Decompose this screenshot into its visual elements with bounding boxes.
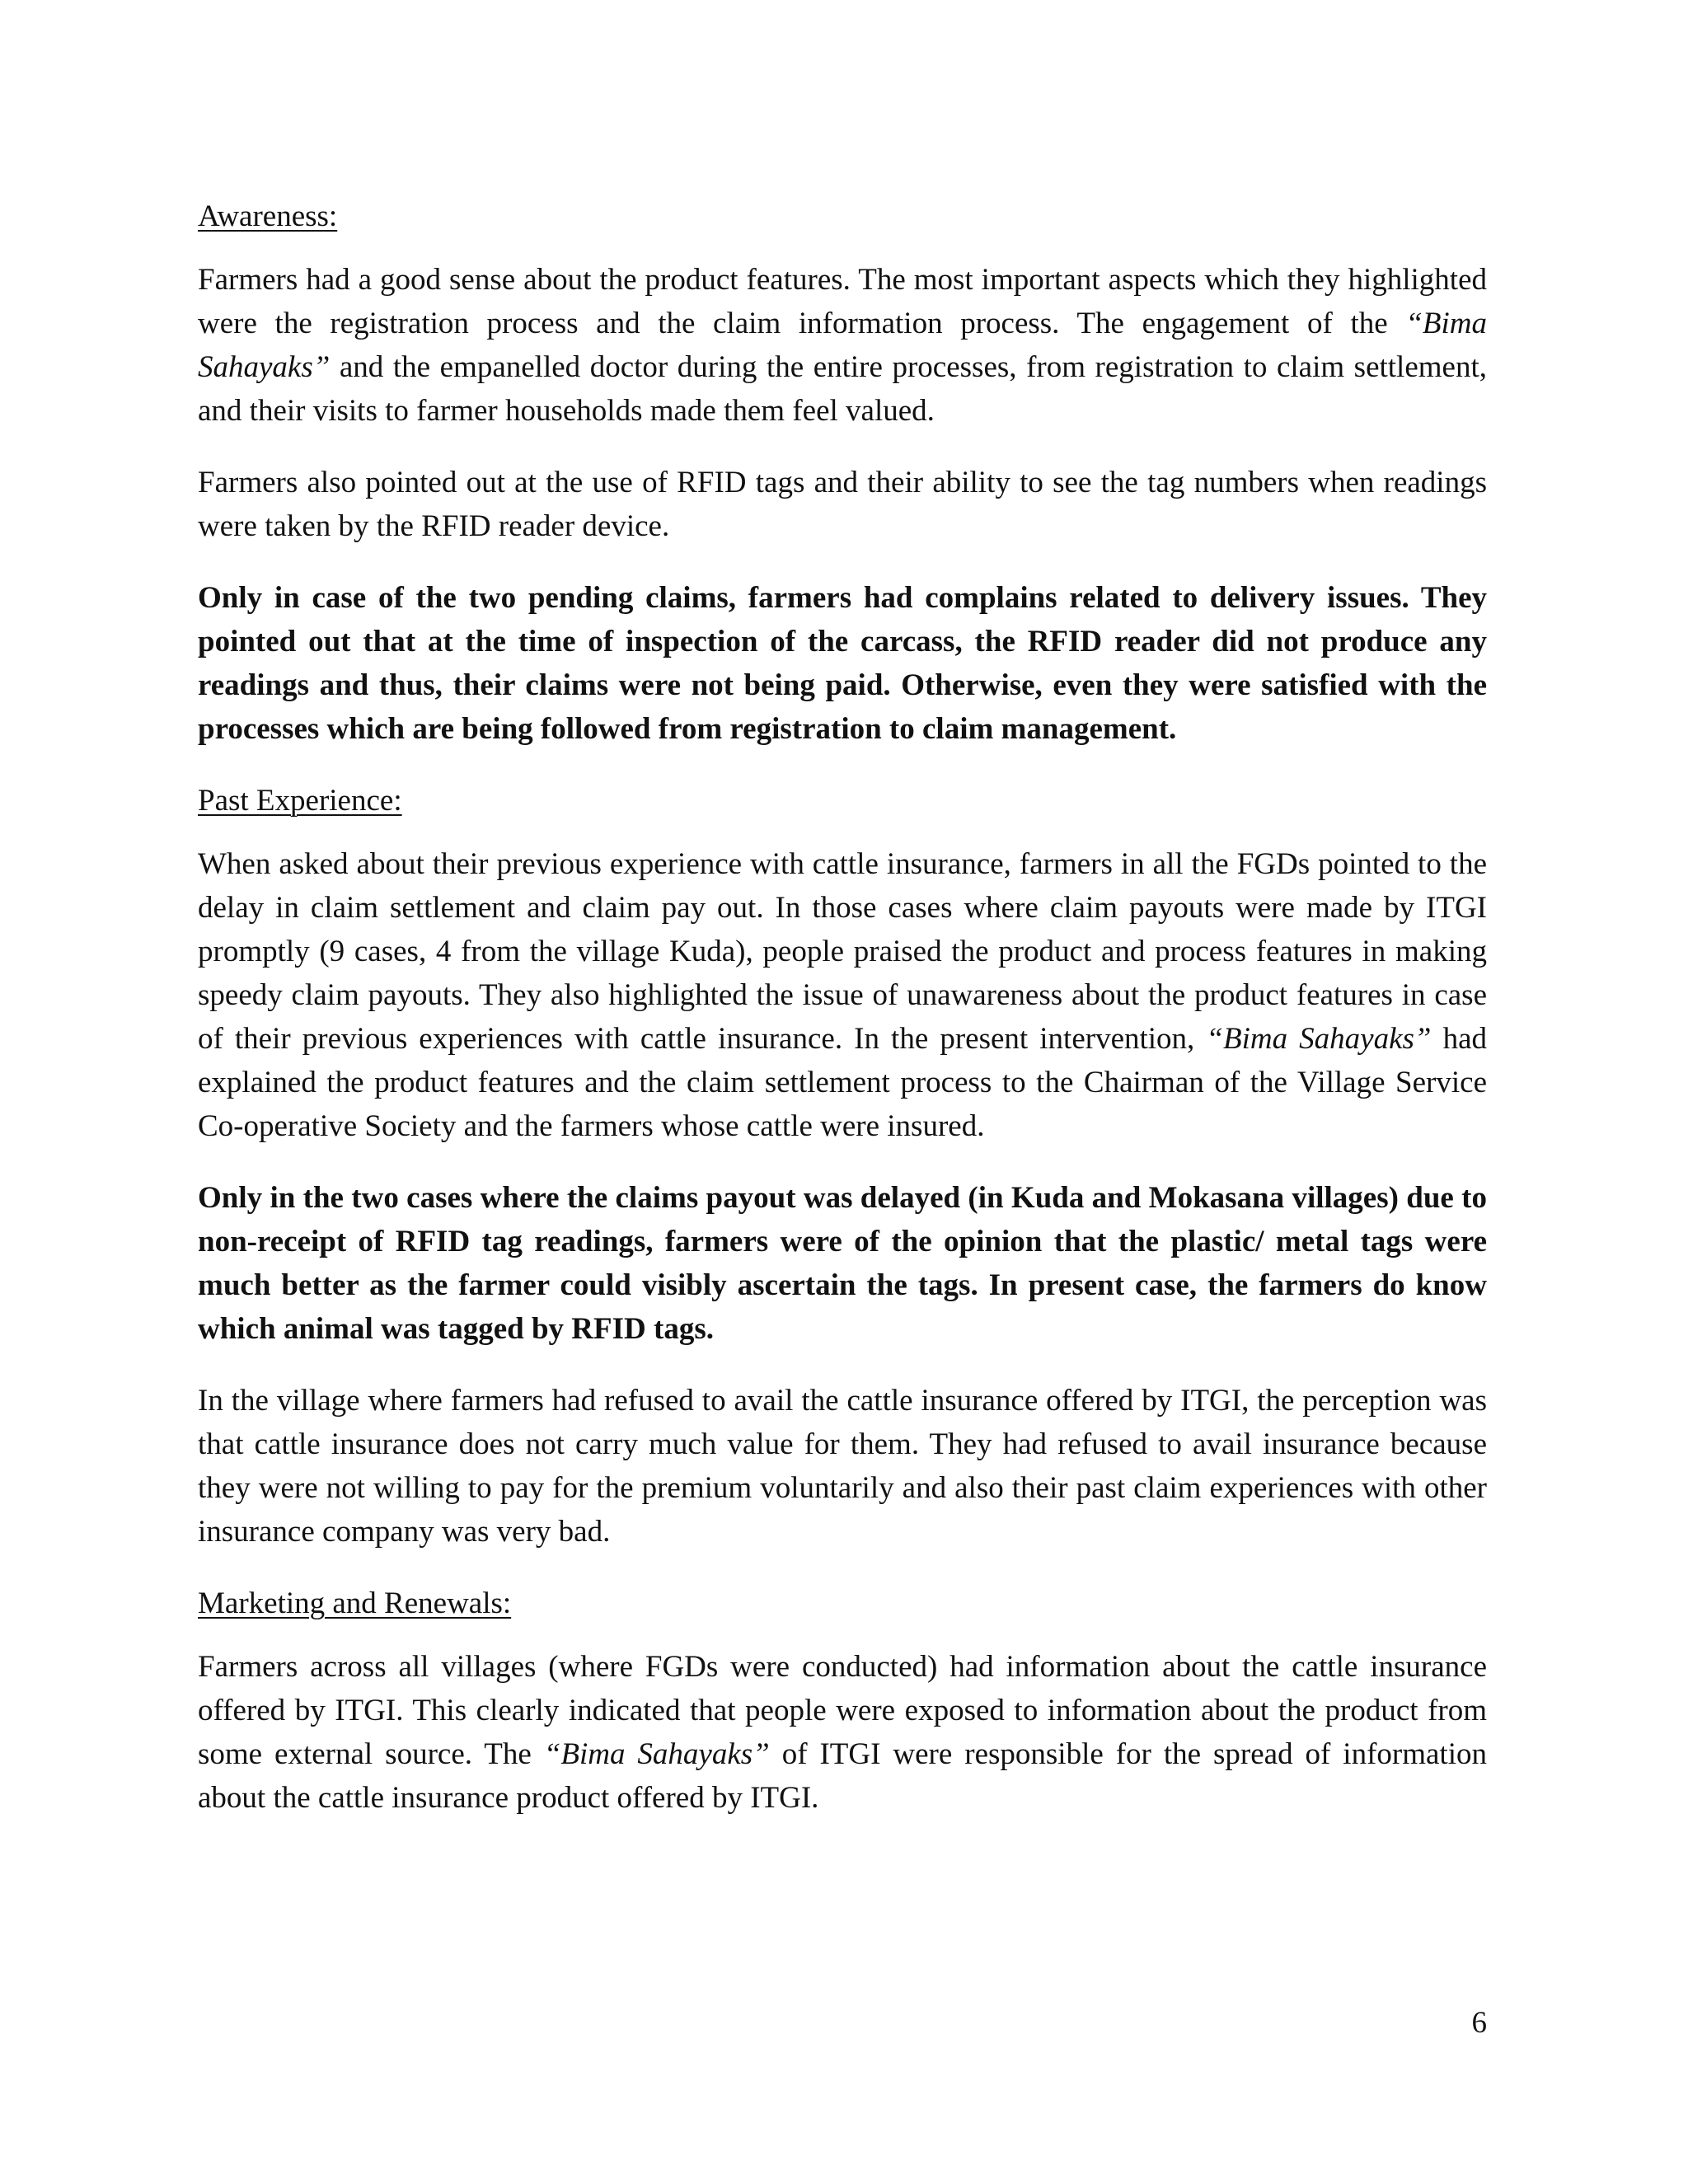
marketing-p1-text-a: Farmers across all villages (where FGDs were conducted) had information about the cattle insurance offered by ITGI. This clearly indicated that people were exposed to information about the product from some external source. The <box>198 1650 1487 1771</box>
past-experience-p1-text-b: had explained the product features and the claim settlement process to the Chairman of the Village Service Co-operative Society and the farmers whose cattle were insured. <box>198 1022 1487 1143</box>
awareness-paragraph-2: Farmers also pointed out at the use of RFID tags and their ability to see the tag numbers when readings were taken by the RFID reader device. <box>198 466 1487 543</box>
marketing-paragraph-1 <box>198 1645 1487 1820</box>
document-page <box>198 194 1487 1848</box>
page-number: 6 <box>1471 2006 1487 2040</box>
awareness-paragraph-1 <box>198 258 1487 433</box>
awareness-p1-text-a: Farmers had a good sense about the product features. The most important aspects which they highlighted were the registration process and the claim information process. The engagement of the <box>198 263 1487 340</box>
awareness-p1-italic: “Bima Sahayaks” <box>198 307 1487 384</box>
past-experience-heading: Past Experience: <box>198 784 402 818</box>
awareness-p1-text-b: and the empanelled doctor during the entire processes, from registration to claim settlement, and their visits to farmer households made them feel valued. <box>198 350 1487 428</box>
past-experience-p1-text-a: When asked about their previous experience with cattle insurance, farmers in all the FGDs pointed to the delay in claim settlement and claim pay out. In those cases where claim payouts were made by ITGI promptly (9 cases, 4 from the village Kuda), people praised the product and process features in making speedy claim payouts. They also highlighted the issue of unawareness about the product features in case of their previous experiences with cattle insurance. In the present intervention, <box>198 847 1487 1056</box>
past-experience-paragraph-2: Only in the two cases where the claims payout was delayed (in Kuda and Mokasana villages) due to non-receipt of RFID tag readings, farmers were of the opinion that the plastic/ metal tags were much better as the farmer could visibly ascertain the tags. In present case, the farmers do know which animal was tagged by RFID tags. <box>198 1181 1487 1346</box>
past-experience-p1-italic: “Bima Sahayaks” <box>1206 1022 1432 1056</box>
past-experience-paragraph-1 <box>198 842 1487 1148</box>
marketing-p1-text-b: of ITGI were responsible for the spread of information about the cattle insurance product offered by ITGI. <box>198 1737 1487 1815</box>
awareness-paragraph-3: Only in case of the two pending claims, farmers had complains related to delivery issues. They pointed out that at the time of inspection of the carcass, the RFID reader did not produce any readings and thus, their claims were not being paid. Otherwise, even they were satisfied with the processes which are being followed from registration to claim management. <box>198 581 1487 746</box>
past-experience-paragraph-3: In the village where farmers had refused to avail the cattle insurance offered by ITGI, the perception was that cattle insurance does not carry much value for them. They had refused to avail insurance because they were not willing to pay for the premium voluntarily and also their past claim experiences with other insurance company was very bad. <box>198 1384 1487 1549</box>
awareness-heading: Awareness: <box>198 199 338 233</box>
marketing-heading: Marketing and Renewals: <box>198 1586 512 1620</box>
marketing-p1-italic: “Bima Sahayaks” <box>543 1737 770 1771</box>
